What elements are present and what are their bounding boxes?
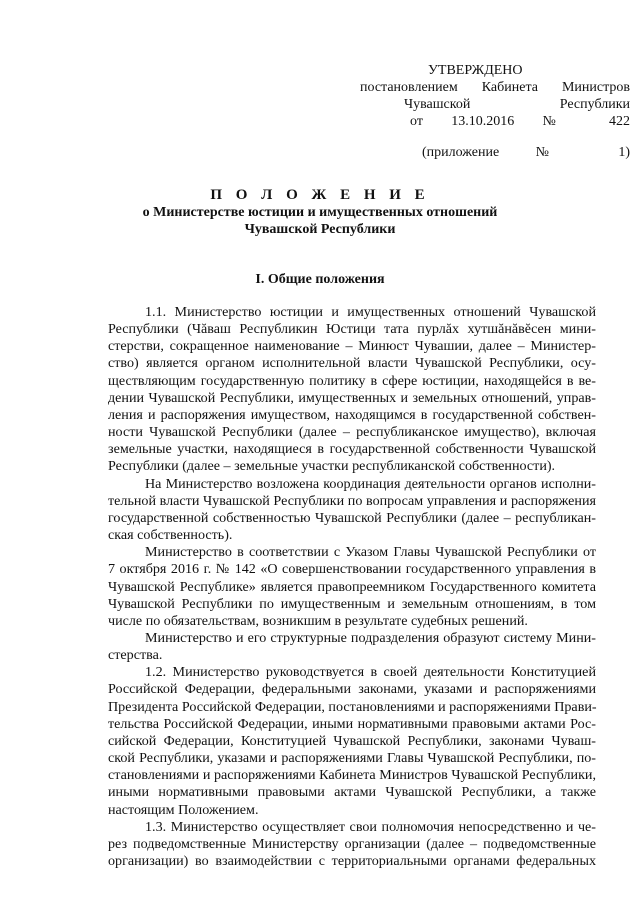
section-heading: I. Общие положения <box>255 272 385 287</box>
paragraph-line: числе по обязательствам, возникшим в результате судебных решений. <box>108 612 528 629</box>
paragraph-line: ности Чувашской Республики (далее – республиканское имущество), включая <box>108 424 596 441</box>
paragraph-line: Республики (Чăваш Республикин Юстици тата пурлăх хутшăнăвĕсен мини- <box>108 321 596 338</box>
paragraph-line: Чувашской Республики по имущественным и земельным отношениям, в том <box>108 595 596 612</box>
appendix-label: (приложение № 1) <box>422 145 630 160</box>
paragraph-line: На Министерство возложена координация деятельности органов исполни- <box>145 475 596 492</box>
paragraph-line: ской Республики, указами и распоряжениями Главы Чувашской Республики, по- <box>108 750 596 767</box>
approval-line: Чувашской Республики <box>404 97 630 112</box>
paragraph <box>108 819 596 870</box>
paragraph <box>108 664 596 818</box>
paragraph <box>108 544 596 630</box>
paragraph-line: стерства. <box>108 647 163 664</box>
paragraph-line: ская собственность). <box>108 527 233 544</box>
approval-line: от 13.10.2016 № 422 <box>410 114 630 129</box>
document-body <box>108 304 596 870</box>
paragraph-line: 1.2. Министерство руководствуется в своей деятельности Конституцией <box>145 664 596 681</box>
paragraph-line: настоящим Положением. <box>108 801 259 818</box>
approval-line: постановлением Кабинета Министров <box>360 80 630 95</box>
paragraph-line: Чувашской Республике» является правопреемником Государственного комитета <box>108 578 596 595</box>
paragraph-line: Президента Российской Федерации, постановлениями и распоряжениями Прави- <box>108 698 597 715</box>
paragraph-line: становлениями и распоряжениями Кабинета Министров Чувашской Республики, <box>108 767 596 784</box>
approval-line: УТВЕРЖДЕНО <box>428 63 523 78</box>
title-heading: П О Л О Ж Е Н И Е <box>210 187 430 203</box>
paragraph-line: рез подведомственные Министерству организации (далее – подведомственные <box>108 835 596 852</box>
title-subtitle-line: Чувашской Республики <box>244 222 396 237</box>
paragraph-line: иными нормативными правовыми актами Чувашской Республики, а также <box>108 784 596 801</box>
paragraph-line: государственной собственностью Чувашской Республики (далее – республикан- <box>108 509 596 526</box>
title-subtitle-line: о Министерстве юстиции и имущественных отношений <box>142 205 498 220</box>
paragraph-line: ления и распоряжения имуществом, находящимся в государственной собствен- <box>108 406 596 423</box>
paragraph <box>108 304 596 476</box>
paragraph-line: ство) является органом исполнительной власти Чувашской Республики, осу- <box>108 355 596 372</box>
paragraph-line: организации) во взаимодействии с территориальными органами федеральных <box>108 853 596 869</box>
paragraph-line: Российской Федерации, федеральными законами, указами и распоряжениями <box>108 681 596 698</box>
paragraph-line: земельные участки, находящиеся в государственной собственности Чувашской <box>108 441 596 458</box>
document-title <box>100 187 540 238</box>
paragraph <box>108 630 596 664</box>
paragraph-line: Республики (далее – земельные участки республиканской собственности). <box>108 458 556 475</box>
paragraph-line: ществляющим государственную политику в сфере юстиции, находящейся в ве- <box>108 372 596 389</box>
paragraph-line: 1.3. Министерство осуществляет свои полномочия непосредственно и че- <box>145 818 596 835</box>
paragraph <box>108 476 596 545</box>
approval-stamp <box>330 62 630 161</box>
paragraph-line: 1.1. Министерство юстиции и имущественных отношений Чувашской <box>145 304 596 320</box>
paragraph-line: тельства Российской Федерации, иными нормативными правовыми актами Рос- <box>108 715 596 732</box>
paragraph-line: дении Чувашской Республики, имущественных и земельных отношений, управ- <box>108 389 596 406</box>
paragraph-line: стерстви, сокращенное наименование – Минюст Чувашии, далее – Министер- <box>108 338 596 355</box>
paragraph-line: 7 октября 2016 г. № 142 «О совершенствовании государственного управления в <box>108 561 596 578</box>
paragraph-line: тельной власти Чувашской Республики по вопросам управления и распоряжения <box>108 492 596 509</box>
paragraph-line: Министерство в соответствии с Указом Главы Чувашской Республики от <box>145 544 596 561</box>
paragraph-line: Министерство и его структурные подразделения образуют систему Мини- <box>145 629 596 646</box>
paragraph-line: сийской Федерации, Конституцией Чувашской Республики, законами Чуваш- <box>108 732 596 749</box>
